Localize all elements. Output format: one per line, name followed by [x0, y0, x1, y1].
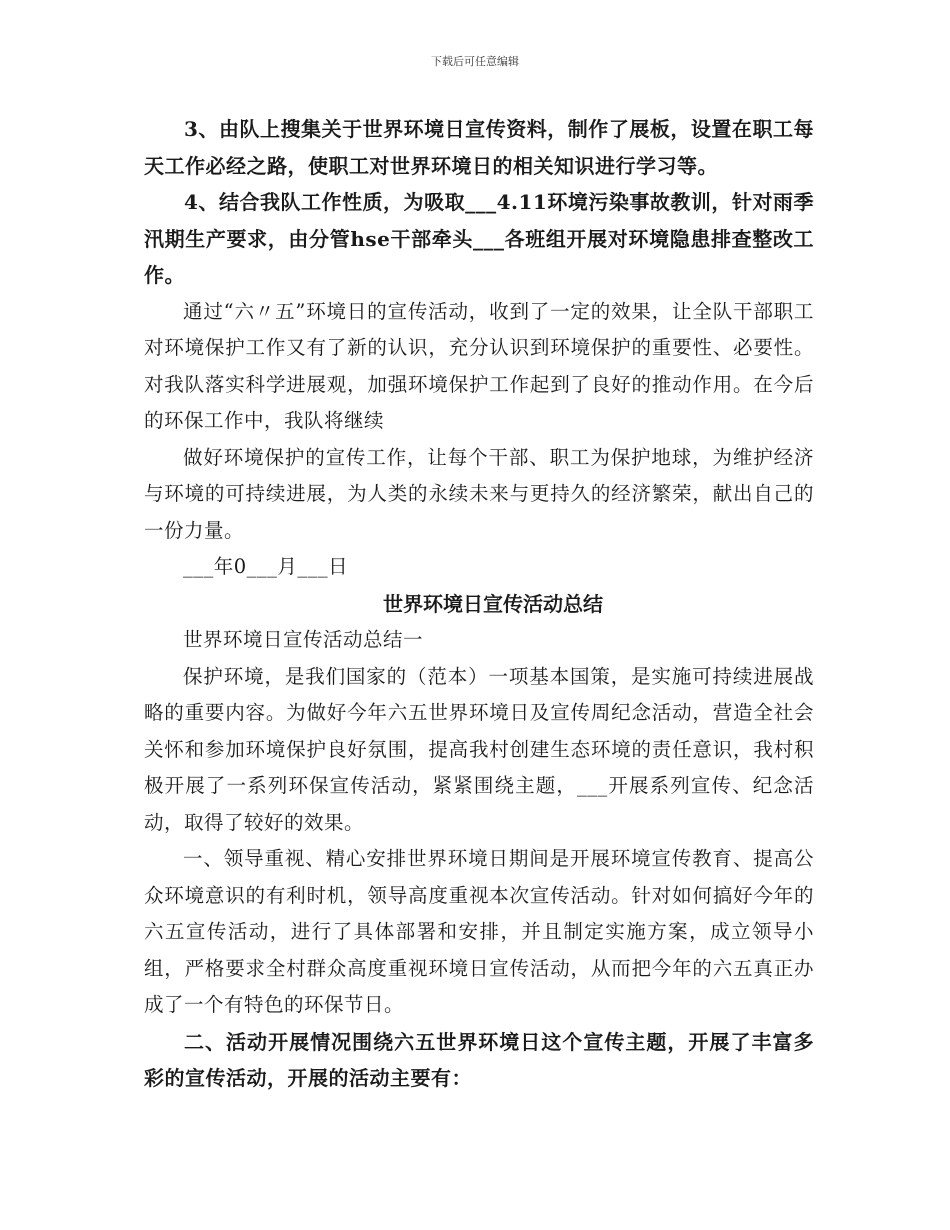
paragraph-leadership: 一、领导重视、精心安排世界环境日期间是开展环境宣传教育、提高公众环境意识的有利时机，领导高度重视本次宣传活动。针对如何搞好今年的六五宣传活动，进行了具体部署和安排，并且制定实施方案，成立领导小组，严格要求全村群众高度重视环境日宣传活动，从而把今年的六五真正办成了一个有特色的环保节日。: [144, 847, 814, 1016]
document-body: [144, 111, 814, 1097]
page-header: 下载后可任意编辑: [431, 55, 519, 68]
date-line: ___年0___月___日: [183, 555, 349, 578]
paragraph-intro: 保护环境，是我们国家的（范本）一项基本国策，是实施可持续进展战略的重要内容。为做好今年六五世界环境日及宣传周纪念活动，营造全社会关怀和参加环境保护良好氛围，提高我村创建生态环境的责任意识，我村积极开展了一系列环保宣传活动，紧紧围绕主题，___开展系列宣传、纪念活动，取得了较好的效果。: [144, 664, 814, 834]
paragraph-item-4: 4、结合我队工作性质，为吸取___4.11环境污染事故教训，针对雨季汛期生产要求，由分管hse干部牵头___各班组开展对环境隐患排查整改工作。: [144, 190, 814, 287]
paragraph-item-3: 3、由队上搜集关于世界环境日宣传资料，制作了展板，设置在职工每天工作必经之路，使职工对世界环境日的相关知识进行学习等。: [144, 117, 814, 178]
paragraph-effect: 通过“六〃五”环境日的宣传活动，收到了一定的效果，让全队干部职工对环境保护工作又有了新的认识，充分认识到环境保护的重要性、必要性。对我队落实科学进展观，加强环境保护工作起到了良好的推动作用。在今后的环保工作中，我队将继续: [144, 299, 814, 432]
paragraph-activities: 二、活动开展情况围绕六五世界环境日这个宣传主题，开展了丰富多彩的宣传活动，开展的活动主要有：: [144, 1029, 814, 1090]
paragraph-continue: 做好环境保护的宣传工作，让每个干部、职工为保护地球，为维护经济与环境的可持续进展，为人类的永续未来与更持久的经济繁荣，献出自己的一份力量。: [144, 445, 814, 542]
section-title: 世界环境日宣传活动总结: [383, 591, 603, 616]
subtitle-line: 世界环境日宣传活动总结一: [183, 628, 424, 651]
